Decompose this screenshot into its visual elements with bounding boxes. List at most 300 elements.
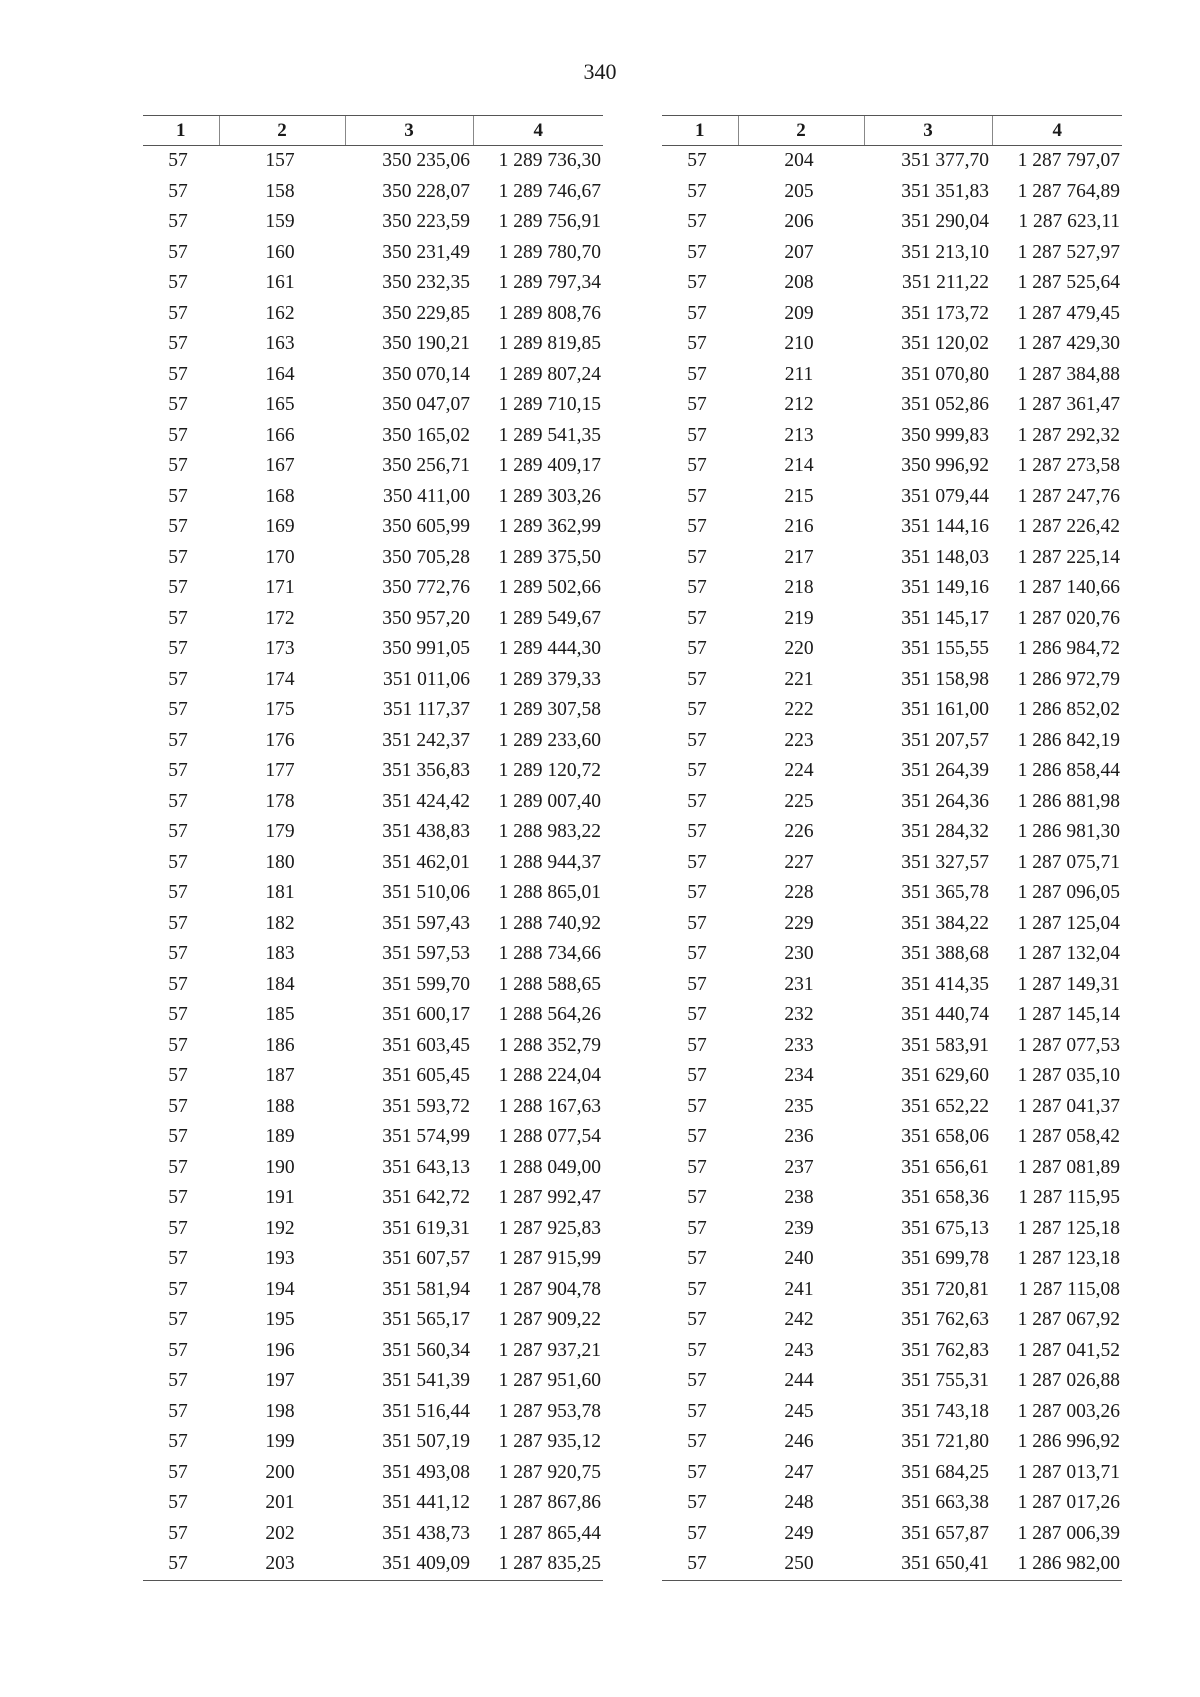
point-number-cell: 241 <box>784 1278 814 1300</box>
coordinate-y-cell: 1 289 307,58 <box>498 699 601 720</box>
point-number-cell: 248 <box>784 1492 814 1513</box>
coordinate-y-cell: 1 289 303,26 <box>498 485 601 507</box>
point-number-cell: 224 <box>784 760 814 781</box>
table-row <box>143 1458 603 1489</box>
table-row <box>143 817 603 848</box>
point-number-cell: 229 <box>784 912 814 934</box>
contour-number-cell: 57 <box>168 516 188 537</box>
contour-number-cell: 57 <box>687 729 707 751</box>
coordinate-x-cell: 351 438,83 <box>382 821 470 842</box>
contour-number-cell: 57 <box>687 1187 707 1208</box>
coordinate-x-cell: 351 145,17 <box>901 607 989 629</box>
coordinate-x-cell: 351 642,72 <box>382 1187 470 1208</box>
coordinate-x-cell: 351 327,57 <box>901 851 989 873</box>
table-row <box>143 878 603 909</box>
point-number-cell: 167 <box>265 455 295 476</box>
coordinate-x-cell: 351 070,80 <box>901 363 989 385</box>
coordinate-y-cell: 1 287 361,47 <box>1017 394 1120 415</box>
coordinate-x-cell: 351 377,70 <box>901 150 989 171</box>
coordinate-x-cell: 351 356,83 <box>382 760 470 781</box>
coordinate-y-cell: 1 287 479,45 <box>1017 302 1120 324</box>
point-number-cell: 183 <box>265 943 295 964</box>
table-header-row <box>662 116 1122 146</box>
table-row <box>143 1488 603 1519</box>
coordinate-x-cell: 351 581,94 <box>382 1278 470 1300</box>
point-number-cell: 244 <box>784 1370 814 1391</box>
point-number-cell: 199 <box>265 1431 295 1452</box>
coordinate-y-cell: 1 287 429,30 <box>1017 333 1120 354</box>
coordinate-x-cell: 351 619,31 <box>382 1217 470 1239</box>
coordinate-x-cell: 351 652,22 <box>901 1095 989 1117</box>
point-number-cell: 245 <box>784 1400 814 1422</box>
coordinate-y-cell: 1 287 247,76 <box>1017 485 1120 507</box>
contour-number-cell: 57 <box>687 943 707 964</box>
point-number-cell: 162 <box>265 302 295 324</box>
coordinate-x-cell: 350 605,99 <box>382 516 470 537</box>
coordinate-x-cell: 350 229,85 <box>382 302 470 324</box>
coordinate-y-cell: 1 287 041,52 <box>1017 1339 1120 1361</box>
coordinate-y-cell: 1 289 444,30 <box>498 638 601 659</box>
coordinate-x-cell: 351 264,39 <box>901 760 989 781</box>
point-number-cell: 179 <box>265 821 295 842</box>
coordinate-y-cell: 1 287 384,88 <box>1017 363 1120 385</box>
contour-number-cell: 57 <box>143 1549 219 1580</box>
point-number-cell: 215 <box>784 485 814 507</box>
contour-number-cell: 57 <box>687 333 707 354</box>
coordinate-y-cell: 1 288 944,37 <box>498 851 601 873</box>
column-header: 3 <box>345 116 473 146</box>
contour-number-cell: 57 <box>168 1217 188 1239</box>
point-number-cell: 190 <box>265 1156 295 1178</box>
point-number-cell: 216 <box>784 516 814 537</box>
contour-number-cell: 57 <box>168 1309 188 1330</box>
point-number-cell: 231 <box>784 973 814 995</box>
coordinate-x-cell: 351 414,35 <box>901 973 989 995</box>
point-number-cell: 242 <box>784 1309 814 1330</box>
table-row <box>143 604 603 635</box>
coordinate-x-cell: 351 597,53 <box>382 943 470 964</box>
coordinate-x-cell: 350 957,20 <box>382 607 470 629</box>
coordinate-y-cell: 1 287 067,92 <box>1017 1309 1120 1330</box>
contour-number-cell: 57 <box>687 790 707 812</box>
point-number-cell: 170 <box>265 546 295 568</box>
contour-number-cell: 57 <box>168 668 188 690</box>
coordinate-x-cell: 351 510,06 <box>382 882 470 903</box>
contour-number-cell: 57 <box>687 973 707 995</box>
contour-number-cell: 57 <box>687 424 707 446</box>
coordinate-x-cell: 351 560,34 <box>382 1339 470 1361</box>
table-row <box>143 1061 603 1092</box>
point-number-cell: 232 <box>784 1004 814 1025</box>
coordinate-x-cell: 350 999,83 <box>901 424 989 446</box>
table-row <box>662 1519 1122 1550</box>
coordinate-x-cell: 350 190,21 <box>382 333 470 354</box>
point-number-cell: 213 <box>784 424 814 446</box>
contour-number-cell: 57 <box>687 1431 707 1452</box>
coordinate-y-cell: 1 287 920,75 <box>498 1461 601 1483</box>
contour-number-cell: 57 <box>687 699 707 720</box>
table-row <box>662 1549 1122 1580</box>
point-number-cell: 250 <box>738 1549 864 1580</box>
contour-number-cell: 57 <box>168 943 188 964</box>
table-row <box>662 604 1122 635</box>
contour-number-cell: 57 <box>687 607 707 629</box>
table-row <box>143 1031 603 1062</box>
coordinate-x-cell: 350 047,07 <box>382 394 470 415</box>
table-row <box>143 1244 603 1275</box>
coordinate-y-cell: 1 286 881,98 <box>1017 790 1120 812</box>
point-number-cell: 188 <box>265 1095 295 1117</box>
coordinate-y-cell: 1 287 125,18 <box>1017 1217 1120 1239</box>
point-number-cell: 221 <box>784 668 814 690</box>
coordinate-y-cell: 1 289 007,40 <box>498 790 601 812</box>
coordinate-y-cell: 1 289 409,17 <box>498 455 601 476</box>
table-row <box>143 1305 603 1336</box>
coordinate-y-cell: 1 287 041,37 <box>1017 1095 1120 1117</box>
contour-number-cell: 57 <box>687 1217 707 1239</box>
column-header: 2 <box>219 116 345 146</box>
coordinate-y-cell: 1 287 115,95 <box>1018 1187 1120 1208</box>
contour-number-cell: 57 <box>168 394 188 415</box>
table-row <box>143 238 603 269</box>
coordinate-y-cell: 1 287 140,66 <box>1017 577 1120 598</box>
coordinate-y-cell: 1 287 273,58 <box>1017 455 1120 476</box>
coordinate-x-cell: 351 762,63 <box>901 1309 989 1330</box>
coordinate-y-cell: 1 289 379,33 <box>498 668 601 690</box>
table-row <box>143 1427 603 1458</box>
point-number-cell: 218 <box>784 577 814 598</box>
column-header: 1 <box>662 116 738 146</box>
coordinate-x-cell: 351 211,22 <box>901 272 989 293</box>
coordinate-x-cell: 351 629,60 <box>901 1065 989 1086</box>
contour-number-cell: 57 <box>168 1400 188 1422</box>
coordinate-y-cell: 1 289 120,72 <box>498 760 601 781</box>
contour-number-cell: 57 <box>168 1004 188 1025</box>
coordinate-y-cell: 1 287 909,22 <box>498 1309 601 1330</box>
table-row <box>143 390 603 421</box>
contour-number-cell: 57 <box>687 577 707 598</box>
table-row <box>662 451 1122 482</box>
point-number-cell: 181 <box>265 882 295 903</box>
point-number-cell: 246 <box>784 1431 814 1452</box>
contour-number-cell: 57 <box>687 1065 707 1086</box>
coordinate-x-cell: 351 516,44 <box>382 1400 470 1422</box>
point-number-cell: 169 <box>265 516 295 537</box>
contour-number-cell: 57 <box>687 363 707 385</box>
coordinates-table-left <box>143 115 603 1581</box>
table-row <box>662 1122 1122 1153</box>
table-row <box>143 1183 603 1214</box>
table-row <box>143 1214 603 1245</box>
coordinate-y-cell: 1 289 807,24 <box>498 363 601 385</box>
contour-number-cell: 57 <box>687 1095 707 1117</box>
table-row <box>662 1458 1122 1489</box>
coordinate-y-cell: 1 289 780,70 <box>498 241 601 263</box>
coordinate-x-cell: 351 117,37 <box>382 699 470 720</box>
coordinate-y-cell: 1 287 935,12 <box>498 1431 601 1452</box>
coordinate-x-cell: 350 411,00 <box>382 485 470 507</box>
coordinate-y-cell: 1 287 525,64 <box>1017 272 1120 293</box>
point-number-cell: 243 <box>784 1339 814 1361</box>
contour-number-cell: 57 <box>168 882 188 903</box>
table-row <box>143 909 603 940</box>
coordinate-y-cell: 1 287 145,14 <box>1017 1004 1120 1025</box>
column-header: 2 <box>738 116 864 146</box>
coordinate-y-cell: 1 287 797,07 <box>1017 150 1120 171</box>
coordinate-y-cell: 1 289 819,85 <box>498 333 601 354</box>
coordinate-x-cell: 351 593,72 <box>382 1095 470 1117</box>
coordinate-x-cell: 350 165,02 <box>382 424 470 446</box>
table-row <box>662 207 1122 238</box>
coordinate-x-cell: 351 052,86 <box>901 394 989 415</box>
contour-number-cell: 57 <box>687 1156 707 1178</box>
point-number-cell: 177 <box>265 760 295 781</box>
coordinate-y-cell: 1 287 125,04 <box>1017 912 1120 934</box>
contour-number-cell: 57 <box>687 1004 707 1025</box>
contour-number-cell: 57 <box>168 1522 188 1544</box>
contour-number-cell: 57 <box>168 1370 188 1391</box>
table-row <box>662 146 1122 177</box>
contour-number-cell: 57 <box>168 790 188 812</box>
point-number-cell: 178 <box>265 790 295 812</box>
coordinate-y-cell: 1 289 362,99 <box>498 516 601 537</box>
contour-number-cell: 57 <box>687 912 707 934</box>
table-row <box>662 1214 1122 1245</box>
contour-number-cell: 57 <box>687 1370 707 1391</box>
point-number-cell: 182 <box>265 912 295 934</box>
table-row <box>143 299 603 330</box>
table-row <box>662 421 1122 452</box>
coordinate-x-cell: 351 663,38 <box>901 1492 989 1513</box>
point-number-cell: 209 <box>784 302 814 324</box>
contour-number-cell: 57 <box>687 546 707 568</box>
contour-number-cell: 57 <box>168 333 188 354</box>
point-number-cell: 217 <box>784 546 814 568</box>
table-row <box>662 1244 1122 1275</box>
coordinate-y-cell: 1 287 123,18 <box>1017 1248 1120 1269</box>
point-number-cell: 201 <box>265 1492 295 1513</box>
coordinate-y-cell: 1 286 842,19 <box>1017 729 1120 751</box>
coordinate-x-cell: 351 144,16 <box>901 516 989 537</box>
table-row <box>143 177 603 208</box>
table-row <box>662 390 1122 421</box>
point-number-cell: 193 <box>265 1248 295 1269</box>
coordinate-x-cell: 350 232,35 <box>382 272 470 293</box>
point-number-cell: 172 <box>265 607 295 629</box>
table-row <box>143 726 603 757</box>
point-number-cell: 205 <box>784 180 814 202</box>
contour-number-cell: 57 <box>168 1492 188 1513</box>
point-number-cell: 210 <box>784 333 814 354</box>
coordinate-y-cell: 1 287 132,04 <box>1017 943 1120 964</box>
contour-number-cell: 57 <box>687 272 707 293</box>
coordinate-y-cell: 1 287 225,14 <box>1017 546 1120 568</box>
table-row <box>143 634 603 665</box>
table-row <box>662 939 1122 970</box>
contour-number-cell: 57 <box>168 577 188 598</box>
coordinate-x-cell: 350 235,06 <box>382 150 470 171</box>
table-row <box>662 787 1122 818</box>
coordinate-y-cell: 1 287 915,99 <box>498 1248 601 1269</box>
coordinate-x-cell: 351 720,81 <box>901 1278 989 1300</box>
coordinate-y-cell: 1 287 149,31 <box>1017 973 1120 995</box>
table-row <box>143 1000 603 1031</box>
table-row <box>662 299 1122 330</box>
point-number-cell: 166 <box>265 424 295 446</box>
point-number-cell: 186 <box>265 1034 295 1056</box>
table-row <box>143 848 603 879</box>
contour-number-cell: 57 <box>687 1339 707 1361</box>
coordinate-x-cell: 351 583,91 <box>901 1034 989 1056</box>
coordinate-y-cell: 1 286 852,02 <box>1017 699 1120 720</box>
coordinate-y-cell: 1 287 292,32 <box>1017 424 1120 446</box>
table-row <box>662 1275 1122 1306</box>
table-row <box>143 329 603 360</box>
contour-number-cell: 57 <box>687 1278 707 1300</box>
coordinate-y-cell: 1 288 077,54 <box>498 1126 601 1147</box>
table-row <box>662 878 1122 909</box>
table-row <box>662 1305 1122 1336</box>
coordinate-y-cell: 1 287 764,89 <box>1017 180 1120 202</box>
point-number-cell: 211 <box>784 363 814 385</box>
table-row <box>662 1336 1122 1367</box>
coordinate-y-cell: 1 287 035,10 <box>1017 1065 1120 1086</box>
coordinate-x-cell: 351 493,08 <box>382 1461 470 1483</box>
point-number-cell: 196 <box>265 1339 295 1361</box>
point-number-cell: 164 <box>265 363 295 385</box>
coordinate-y-cell: 1 288 224,04 <box>498 1065 601 1086</box>
coordinate-y-cell: 1 287 953,78 <box>498 1400 601 1422</box>
coordinate-x-cell: 351 424,42 <box>382 790 470 812</box>
table-row <box>662 1000 1122 1031</box>
point-number-cell: 168 <box>265 485 295 507</box>
table-row <box>143 1549 603 1580</box>
coordinate-x-cell: 351 290,04 <box>901 211 989 232</box>
contour-number-cell: 57 <box>168 241 188 263</box>
coordinate-y-cell: 1 288 588,65 <box>498 973 601 995</box>
table-row <box>143 1092 603 1123</box>
table-row <box>662 573 1122 604</box>
point-number-cell: 239 <box>784 1217 814 1239</box>
table-row <box>143 1122 603 1153</box>
coordinate-y-cell: 1 287 925,83 <box>498 1217 601 1239</box>
coordinate-x-cell: 351 011,06 <box>382 668 470 690</box>
point-number-cell: 192 <box>265 1217 295 1239</box>
contour-number-cell: 57 <box>687 241 707 263</box>
table-row <box>662 817 1122 848</box>
contour-number-cell: 57 <box>687 302 707 324</box>
coordinate-x-cell: 351 656,61 <box>901 1156 989 1178</box>
table-row <box>143 665 603 696</box>
contour-number-cell: 57 <box>687 150 707 171</box>
coordinate-y-cell: 1 287 226,42 <box>1017 516 1120 537</box>
contour-number-cell: 57 <box>168 150 188 171</box>
coordinate-y-cell: 1 287 013,71 <box>1017 1461 1120 1483</box>
contour-number-cell: 57 <box>168 760 188 781</box>
point-number-cell: 158 <box>265 180 295 202</box>
point-number-cell: 247 <box>784 1461 814 1483</box>
point-number-cell: 171 <box>265 577 295 598</box>
table-row <box>662 268 1122 299</box>
coordinate-x-cell: 351 173,72 <box>901 302 989 324</box>
coordinate-x-cell: 351 351,83 <box>901 180 989 202</box>
point-number-cell: 174 <box>265 668 295 690</box>
coordinate-x-cell: 351 149,16 <box>901 577 989 598</box>
table-row <box>662 360 1122 391</box>
table-row <box>143 1519 603 1550</box>
table-row <box>662 848 1122 879</box>
point-number-cell: 228 <box>784 882 814 903</box>
point-number-cell: 175 <box>265 699 295 720</box>
point-number-cell: 233 <box>784 1034 814 1056</box>
coordinate-y-cell: 1 289 736,30 <box>498 150 601 171</box>
coordinate-y-cell: 1 287 020,76 <box>1017 607 1120 629</box>
coordinate-y-cell: 1 287 937,21 <box>498 1339 601 1361</box>
coordinate-x-cell: 351 438,73 <box>382 1522 470 1544</box>
table-body-right <box>662 146 1122 1581</box>
contour-number-cell: 57 <box>687 1400 707 1422</box>
table-row <box>662 177 1122 208</box>
coordinate-y-cell: 1 288 740,92 <box>498 912 601 934</box>
table-row <box>143 512 603 543</box>
coordinate-y-cell: 1 286 972,79 <box>1017 668 1120 690</box>
coordinate-x-cell: 351 565,17 <box>382 1309 470 1330</box>
coordinate-y-cell: 1 288 983,22 <box>498 821 601 842</box>
point-number-cell: 184 <box>265 973 295 995</box>
table-row <box>662 1092 1122 1123</box>
coordinate-x-cell: 350 705,28 <box>382 546 470 568</box>
coordinate-x-cell: 350 070,14 <box>382 363 470 385</box>
contour-number-cell: 57 <box>687 1522 707 1544</box>
point-number-cell: 220 <box>784 638 814 659</box>
coordinate-y-cell: 1 288 167,63 <box>498 1095 601 1117</box>
table-body-left <box>143 146 603 1581</box>
point-number-cell: 236 <box>784 1126 814 1147</box>
coordinate-x-cell: 350 256,71 <box>382 455 470 476</box>
coordinate-x-cell: 350 996,92 <box>901 455 989 476</box>
point-number-cell: 212 <box>784 394 814 415</box>
point-number-cell: 227 <box>784 851 814 873</box>
contour-number-cell: 57 <box>168 1034 188 1056</box>
table-row <box>662 726 1122 757</box>
table-row <box>662 756 1122 787</box>
coordinate-x-cell: 351 148,03 <box>901 546 989 568</box>
point-number-cell: 206 <box>784 211 814 232</box>
table-row <box>143 970 603 1001</box>
contour-number-cell: 57 <box>168 699 188 720</box>
coordinate-x-cell: 351 207,57 <box>901 729 989 751</box>
coordinate-x-cell: 351 365,78 <box>901 882 989 903</box>
coordinate-x-cell: 351 284,32 <box>901 821 989 842</box>
point-number-cell: 189 <box>265 1126 295 1147</box>
point-number-cell: 173 <box>265 638 295 659</box>
point-number-cell: 240 <box>784 1248 814 1269</box>
coordinate-y-cell: 1 288 564,26 <box>498 1004 601 1025</box>
point-number-cell: 202 <box>265 1522 295 1544</box>
point-number-cell: 234 <box>784 1065 814 1086</box>
table-row <box>143 787 603 818</box>
contour-number-cell: 57 <box>168 272 188 293</box>
coordinate-y-cell: 1 289 797,34 <box>498 272 601 293</box>
point-number-cell: 187 <box>265 1065 295 1086</box>
coordinate-y-cell: 1 287 115,08 <box>1018 1278 1120 1300</box>
point-number-cell: 226 <box>784 821 814 842</box>
table-row <box>662 482 1122 513</box>
coordinate-x-cell: 351 597,43 <box>382 912 470 934</box>
coordinate-x-cell: 351 607,57 <box>382 1248 470 1269</box>
coordinate-y-cell: 1 289 233,60 <box>498 729 601 751</box>
contour-number-cell: 57 <box>687 1248 707 1269</box>
